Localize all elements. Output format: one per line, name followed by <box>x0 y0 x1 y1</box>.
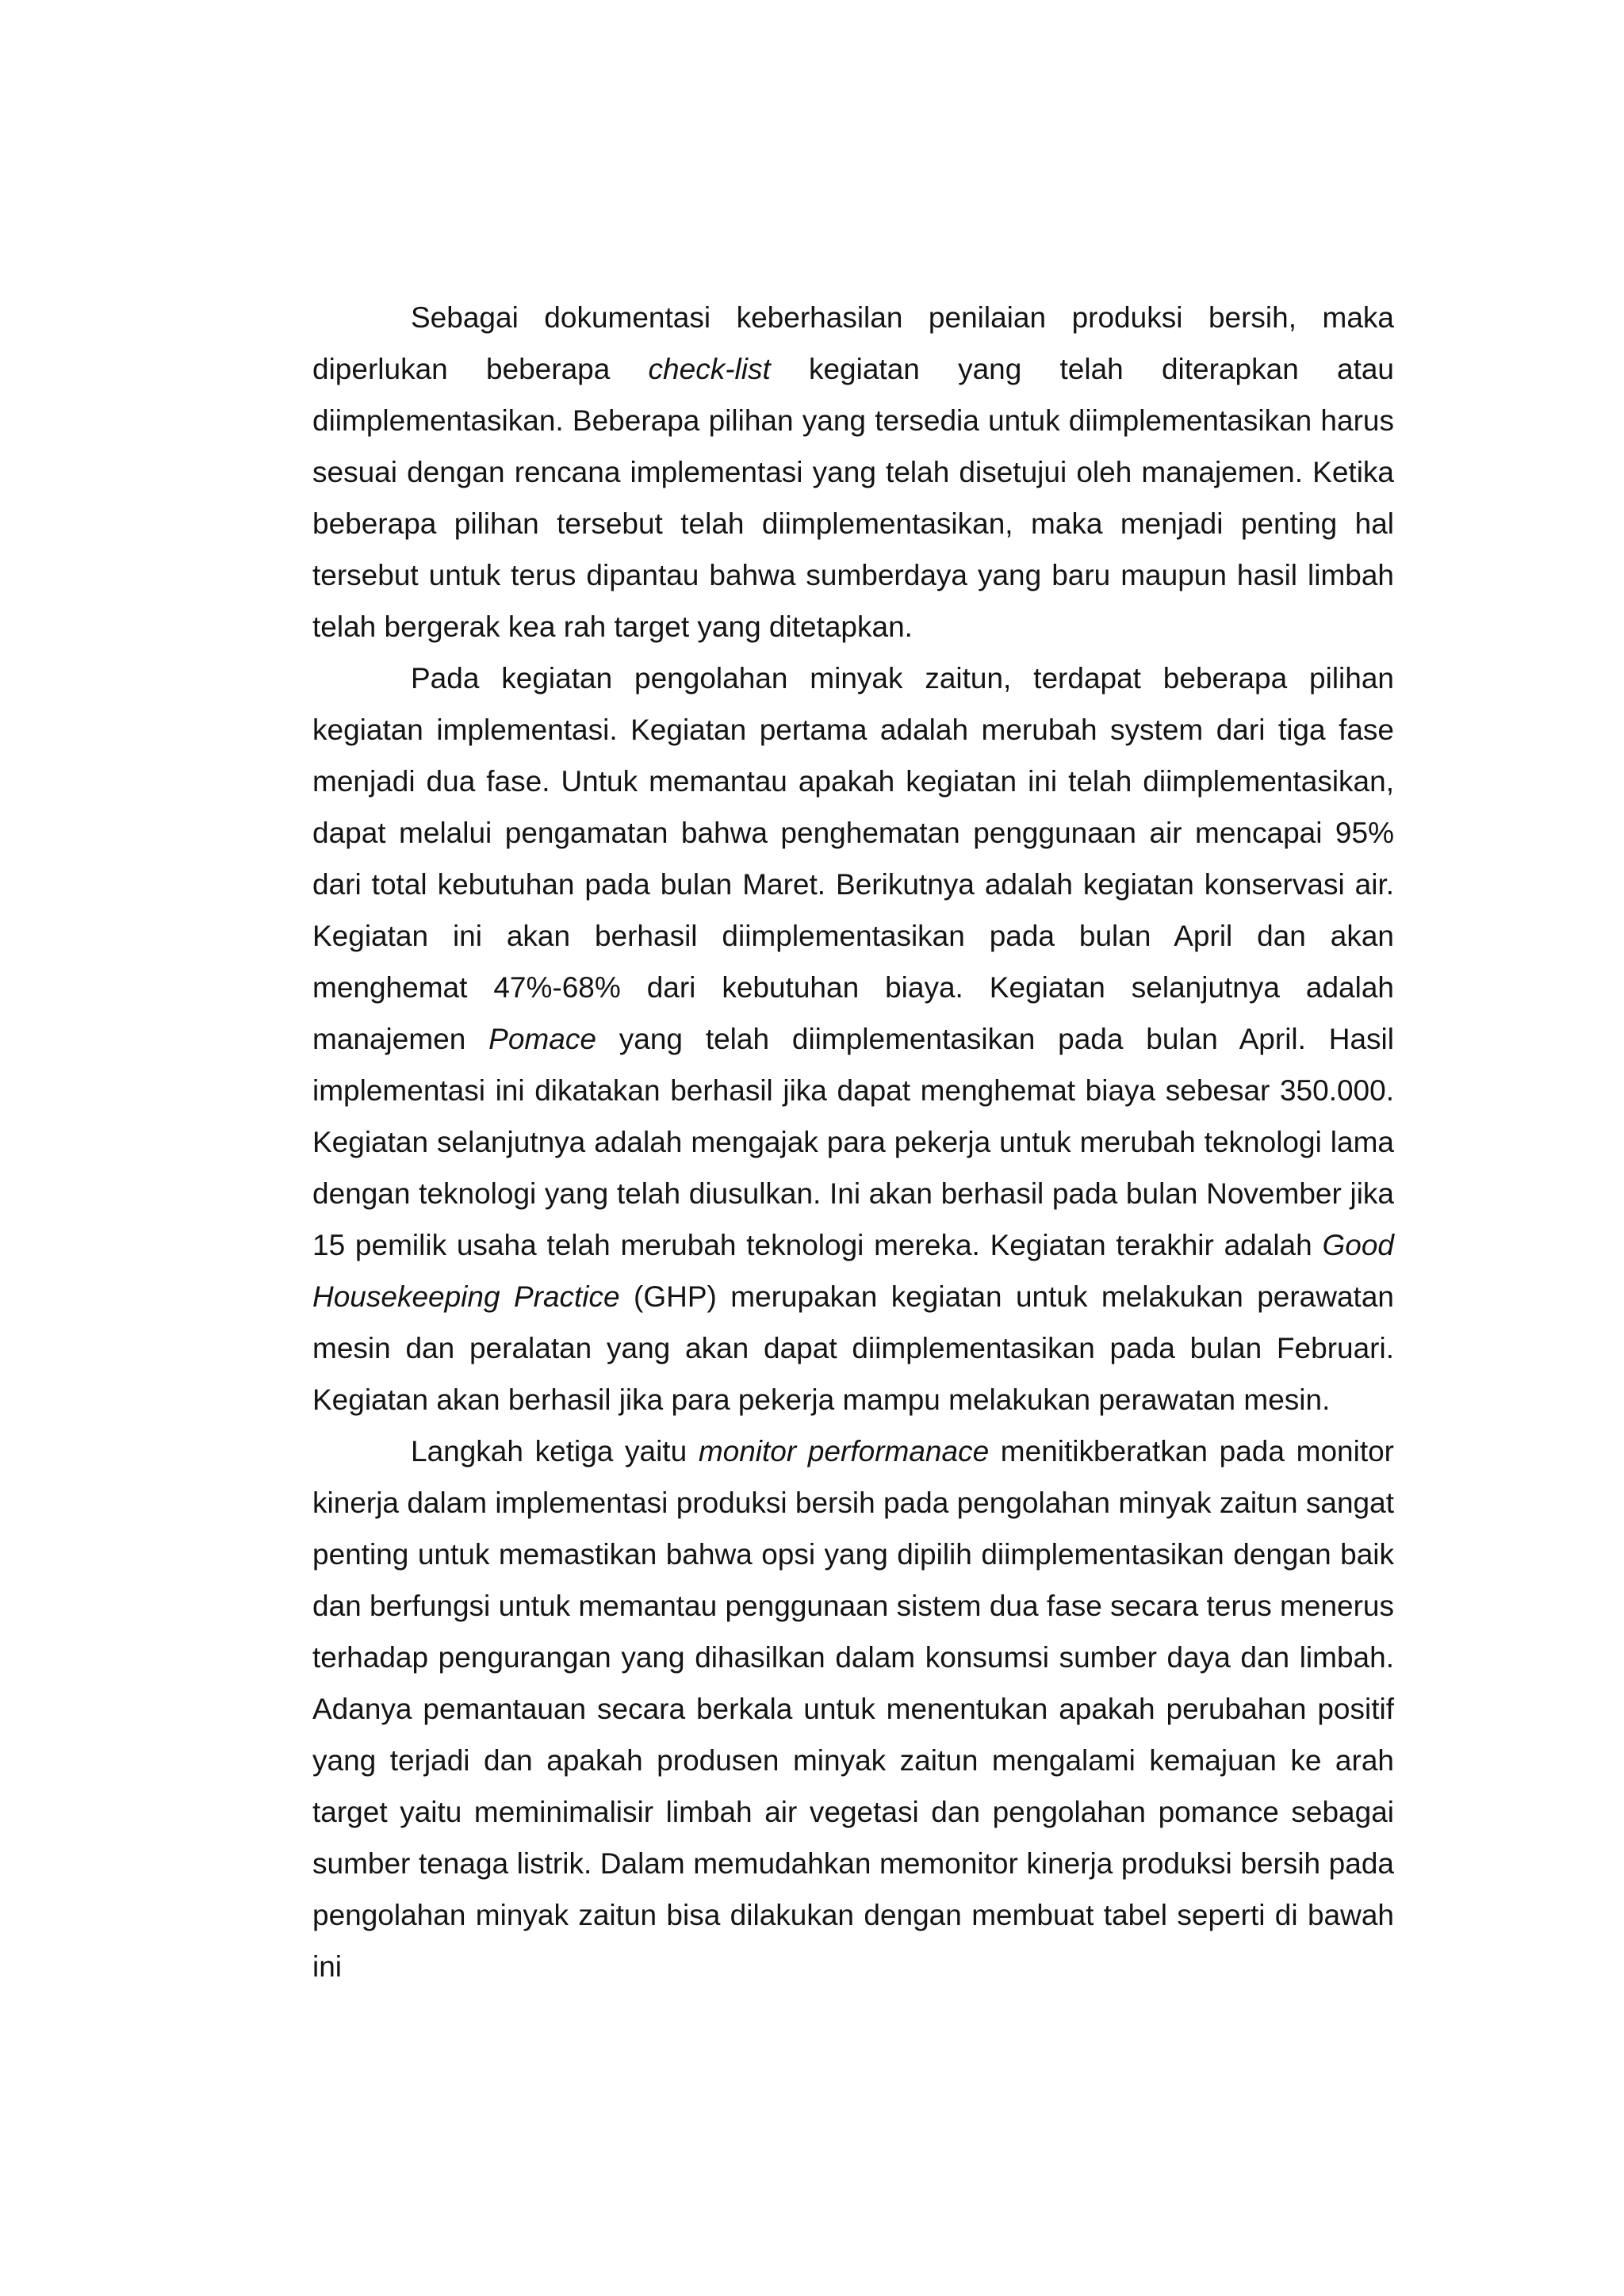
italic-term-pomace: Pomace <box>488 1023 596 1055</box>
paragraph-text: (GHP) merupakan kegiatan untuk melakukan perawatan mesin dan peralatan yang akan dapat diimplementasikan pada bulan Februari. Kegiatan akan berhasil jika para pekerja mampu melakukan perawatan mesin. <box>312 1280 1394 1416</box>
paragraph-monitor-performance <box>312 1425 1394 1992</box>
paragraph-text: yang telah diimplementasikan pada bulan April. Hasil implementasi ini dikatakan berhasil jika dapat menghemat biaya sebesar 350.000. Kegiatan selanjutnya adalah mengajak para pekerja untuk merubah teknologi lama dengan teknologi yang telah diusulkan. Ini akan berhasil pada bulan November jika 15 pemilik usaha telah merubah teknologi mereka. Kegiatan terakhir adalah <box>312 1023 1395 1261</box>
paragraph-text: Langkah ketiga yaitu <box>411 1435 699 1468</box>
paragraph-text: menitikberatkan pada monitor kinerja dalam implementasi produksi bersih pada pengolahan minyak zaitun sangat penting untuk memastikan bahwa opsi yang dipilih diimplementasikan dengan baik dan berfungsi untuk memantau penggunaan sistem dua fase secara terus menerus terhadap pengurangan yang dihasilkan dalam konsumsi sumber daya dan limbah. Adanya pemantauan secara berkala untuk menentukan apakah perubahan positif yang terjadi dan apakah produsen minyak zaitun mengalami kemajuan ke arah target yaitu meminimalisir limbah air vegetasi dan pengolahan pomance sebagai sumber tenaga listrik. Dalam memudahkan memonitor kinerja produksi bersih pada pengolahan minyak zaitun bisa dilakukan dengan membuat tabel seperti di bawah ini <box>312 1435 1394 1983</box>
paragraph-text: Sebagai dokumentasi keberhasilan penilaian produksi bersih, maka diperlukan beberapa <box>312 301 1394 385</box>
italic-term-check-list: check-list <box>648 353 771 385</box>
paragraph-text: Pada kegiatan pengolahan minyak zaitun, terdapat beberapa pilihan kegiatan implementasi. Kegiatan pertama adalah merubah system dari tiga fase menjadi dua fase. Untuk memantau apakah kegiatan ini telah diimplementasikan, dapat melalui pengamatan bahwa penghematan penggunaan air mencapai 95% dari total kebutuhan pada bulan Maret. Berikutnya adalah kegiatan konservasi air. Kegiatan ini akan berhasil diimplementasikan pada bulan April dan akan menghemat 47%-68% dari kebutuhan biaya. Kegiatan selanjutnya adalah manajemen <box>312 662 1394 1055</box>
document-page <box>312 292 1394 1992</box>
italic-term-good-housekeeping-practice: Good Housekeeping Practice <box>312 1229 1394 1313</box>
paragraph-checklist-documentation <box>312 292 1394 652</box>
paragraph-olive-oil-implementation <box>312 652 1394 1425</box>
italic-term-monitor-performance: monitor performanace <box>698 1435 990 1468</box>
paragraph-text: kegiatan yang telah diterapkan atau diimplementasikan. Beberapa pilihan yang tersedia untuk diimplementasikan harus sesuai dengan rencana implementasi yang telah disetujui oleh manajemen. Ketika beberapa pilihan tersebut telah diimplementasikan, maka menjadi penting hal tersebut untuk terus dipantau bahwa sumberdaya yang baru maupun hasil limbah telah bergerak kea rah target yang ditetapkan. <box>312 353 1395 643</box>
